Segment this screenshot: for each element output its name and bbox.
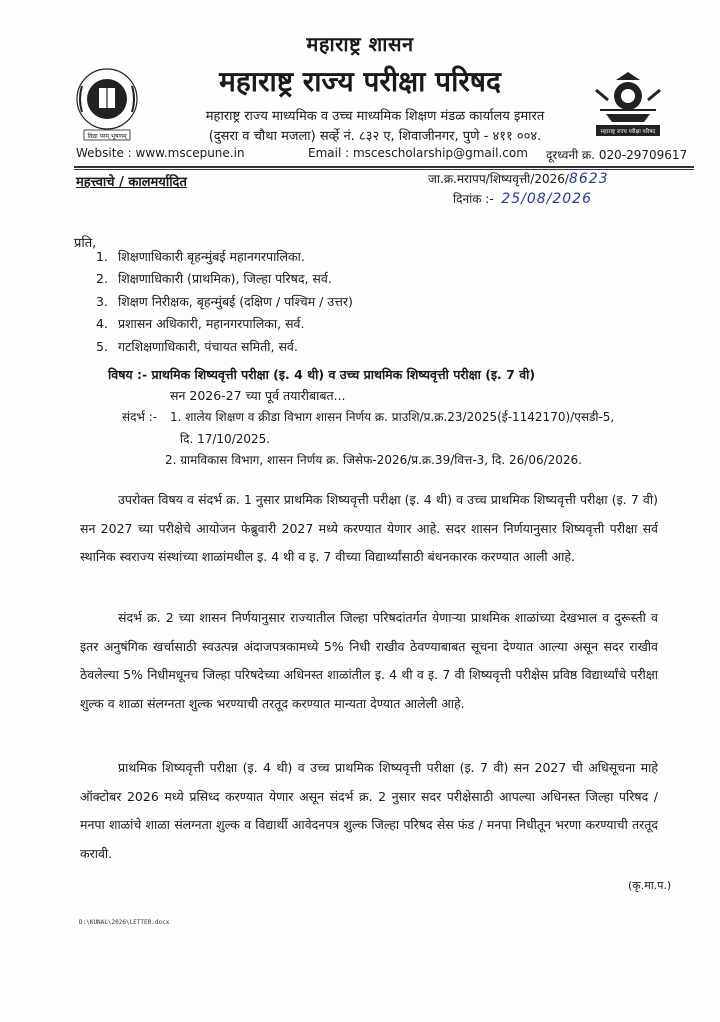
recipient-text: गटशिक्षणाधिकारी, पंचायत समिती, सर्व.	[118, 338, 298, 354]
date-label: दिनांक :-	[453, 192, 494, 206]
reference-2: 2. ग्रामविकास विभाग, शासन निर्णय क्र. जिसेफ-2026/प्र.क्र.39/वित्त-3, दि. 26/06/2026.	[165, 453, 583, 467]
recipient-text: शिक्षणाधिकारी बृहन्मुंबई महानगरपालिका.	[118, 249, 305, 264]
reference-prefix: जा.क्र.मरापप/शिष्यवृत्ती/2026/	[428, 172, 569, 186]
recipient-number: 2.	[96, 271, 108, 287]
recipient-text: प्रशासन अधिकारी, महानगरपालिका, सर्व.	[118, 316, 305, 332]
body-paragraph-3: प्राथमिक शिष्यवृत्ती परीक्षा (इ. 4 थी) व उच्च प्राथमिक शिष्यवृत्ती परीक्षा (इ. 7 वी) सन 2027 ची अधिसूचना माहे ऑक्टोबर 2026 मध्ये प्रसिध्द करण्यात येणार असून संदर्भ क्र. 2 नुसार सदर परीक्षेसाठी आपल्या अधिनस्त जिल्हा परिषद / मनपा शाळांचे शाळा संलग्नता शुल्क व विद्यार्थी आवेदनपत्र शुल्क जिल्हा परिषद सेस फंड / मनपा निधीतून भरणा करण्याची तरतूद करावी.	[80, 760, 658, 861]
importance-label: महत्त्वाचे / कालमर्यादित	[76, 175, 187, 190]
reference-label: संदर्भ :-	[122, 410, 158, 424]
list-item	[96, 268, 353, 290]
logo-caption: महाराष्ट्र राज्य परीक्षा परिषद	[600, 129, 656, 135]
government-title: महाराष्ट्र शासन	[306, 32, 414, 56]
contact-row	[76, 146, 690, 164]
file-path-footer: D:\KUNAL\2026\LETTER.docx	[79, 919, 170, 926]
handwritten-date: 25/08/2026	[501, 191, 592, 207]
body-paragraph-1: उपरोक्त विषय व संदर्भ क्र. 1 नुसार प्राथमिक शिष्यवृत्ती परीक्षा (इ. 4 थी) व उच्च प्राथमिक शिष्यवृत्ती परीक्षा (इ. 7 वी) सन 2027 च्या परीक्षेचे आयोजन फेब्रुवारी 2027 मध्ये करण्यात येणार आहे. सदर शासन निर्णयानुसार शिष्यवृत्ती परीक्षा सर्व स्थानिक स्वराज्य संस्थांच्या शाळांमधील इ. 4 थी व इ. 7 वीच्या विद्यार्थ्यांसाठी बंधनकारक करण्यात आली आहे.	[80, 492, 658, 564]
recipient-number: 1.	[96, 249, 108, 264]
list-item	[96, 313, 353, 335]
subject-line-continued: सन 2026-27 च्या पूर्व तयारीबाबत...	[170, 388, 346, 403]
letter-date	[453, 190, 592, 207]
recipient-number: 4.	[96, 316, 108, 332]
phone-number: दूरध्वनी क्र. 020-29709617	[546, 148, 688, 162]
recipient-number: 5.	[96, 338, 108, 354]
list-item	[96, 336, 353, 358]
website-link[interactable]: Website : www.mscepune.in	[76, 146, 245, 160]
recipient-text: शिक्षणाधिकारी (प्राथमिक), जिल्हा परिषद, सर्व.	[118, 271, 332, 287]
reference-1: 1. शालेय शिक्षण व क्रीडा विभाग शासन निर्णय क्र. प्राउशि/प्र.क्र.23/2025(ई-1142170)/एसडी-5,	[170, 410, 615, 424]
handwritten-ref-number: 8623	[568, 171, 609, 187]
list-item	[96, 246, 353, 268]
list-item	[96, 291, 353, 313]
council-title: महाराष्ट्र राज्य परीक्षा परिषद	[219, 65, 501, 98]
recipient-number: 3.	[96, 293, 108, 309]
recipient-text: शिक्षण निरीक्षक, बृहन्मुंबई (दक्षिण / पश्चिम / उत्तर)	[118, 293, 353, 309]
continued-overleaf-note: (कृ.मा.प.)	[628, 879, 672, 892]
addressee-salutation: प्रति,	[74, 236, 97, 251]
logo-motto: विद्या परम् भूषणम्	[87, 133, 127, 140]
header-divider	[74, 166, 694, 168]
body-paragraph-2: संदर्भ क्र. 2 च्या शासन निर्णयानुसार राज्यातील जिल्हा परिषदांतर्गत येणाऱ्या प्राथमिक शाळांच्या देखभाल व दुरूस्ती व इतर अनुषंगिक खर्चासाठी स्वउत्पन्न अंदाजपत्रकामध्ये 5% निधी राखीव ठेवण्याबाबत सूचना देण्यात आल्या असून सदर राखीव ठेवलेल्या 5% निधीमधूनच जिल्हा परिषदेच्या अधिनस्त शाळांतील इ. 4 थी व इ. 7 वी शिष्यवृत्ती परीक्षेस प्रविष्ठ विद्यार्थ्यांचे परीक्षा शुल्क व शाळा संलग्नता शुल्क भरण्याची तरतूद करण्यात मान्यता देण्यात आलेली आहे.	[80, 610, 658, 711]
address-line-2: (दुसरा व चौथा मजला) सर्व्हे नं. ८३२ ए, शिवाजीनगर, पुणे - ४११ ००४.	[208, 129, 542, 144]
reference-number	[428, 170, 609, 187]
email-link[interactable]: Email : mscescholarship@gmail.com	[308, 146, 528, 160]
subject-line: विषय :- प्राथमिक शिष्यवृत्ती परीक्षा (इ. 4 थी) व उच्च प्राथमिक शिष्यवृत्ती परीक्षा (इ. 7 वी)	[108, 367, 536, 382]
reference-1-date: दि. 17/10/2025.	[180, 432, 271, 446]
address-line-1: महाराष्ट्र राज्य माध्यमिक व उच्च माध्यमिक शिक्षण मंडळ कार्यालय इमारत	[205, 109, 545, 124]
recipient-list	[96, 246, 353, 358]
